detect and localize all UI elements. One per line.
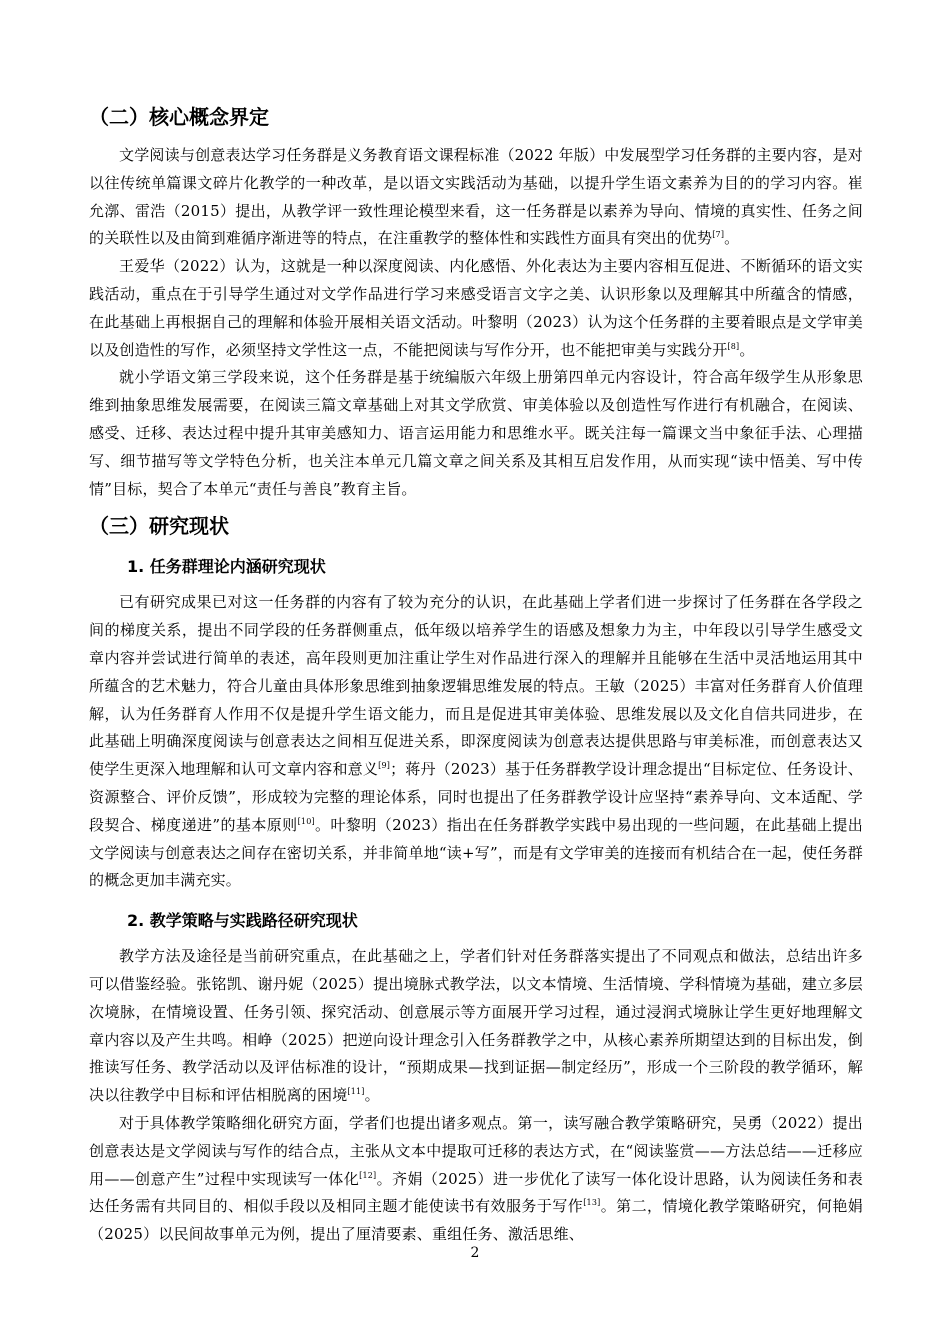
citation-ref: [13] (583, 1198, 601, 1208)
citation-ref: [9] (378, 761, 391, 771)
paragraph-text: ；蒋丹（2023）基于任务群教学设计理念提出“目标定位、任务设计、资源整合、评价反馈”，形成较为完整的理论体系，同时也提出了任务群教学设计应坚持“素养导向、文本适配、学段契合、梯度递进”的基本原则 (89, 760, 863, 834)
paragraph: 就小学语文第三学段来说，这个任务群是基于统编版六年级上册第四单元内容设计，符合高年级学生从形象思维到抽象思维发展需要，在阅读三篇文章基础上对其文学欣赏、审美体验以及创造性写作进行有机融合，在阅读、感受、迁移、表达过程中提升其审美感知力、语言运用能力和思维水平。既关注每一篇课文当中象征手法、心理描写、细节描写等文学特色分析，也关注本单元几篇文章之间关系及其相互启发作用，从而实现“读中悟美、写中传情”目标，契合了本单元“责任与善良”教育主旨。 (89, 368, 863, 498)
paragraph-text: 教学方法及途径是当前研究重点，在此基础之上，学者们针对任务群落实提出了不同观点和做法，总结出许多可以借鉴经验。张铭凯、谢丹妮（2025）提出境脉式教学法，以文本情境、生活情境、学科情境为基础，建立多层次境脉，在情境设置、任务引领、探究活动、创意展示等方面展开学习过程，通过浸润式境脉让学生更好地理解文章内容以及产生共鸣。相峥（2025）把逆向设计理念引入任务群教学之中，从核心素养所期望达到的目标出发，倒推读写任务、教学活动以及评估标准的设计，“预期成果—找到证据—制定经历”，形成一个三阶段的教学循环，解决以往教学中目标和评估相脱离的困境 (89, 947, 863, 1105)
subsection-heading-theory: 1. 任务群理论内涵研究现状 (127, 557, 326, 577)
paragraph (89, 142, 863, 253)
section-heading-research-status: （三）研究现状 (89, 514, 229, 539)
citation-ref: [11] (347, 1087, 365, 1097)
paragraph-text: 对于具体教学策略细化研究方面，学者们也提出诸多观点。第一，读写融合教学策略研究，吴勇（2022）提出创意表达是文学阅读与写作的结合点，主张从文本中提取可迁移的表达方式，在“阅读鉴赏——方法总结——迁移应用——创意产生”过程中实现读写一体化 (89, 1113, 863, 1188)
paragraph-text: 。 (364, 1086, 380, 1105)
citation-ref: [12] (359, 1170, 377, 1180)
page-number: 2 (470, 1245, 480, 1261)
paragraph (89, 943, 863, 1110)
paragraph-text: 王爱华（2022）认为，这就是一种以深度阅读、内化感悟、外化表达为主要内容相互促进、不断循环的语文实践活动，重点在于引导学生通过对文学作品进行学习来感受语言文字之美、认识形象以及理解其中所蕴含的情感，在此基础上再根据自己的理解和体验开展相关语文活动。叶黎明（2023）认为这个任务群的主要着眼点是文学审美以及创造性的写作，必须坚持文学性这一点，不能把阅读与写作分开，也不能把审美与实践分开 (89, 257, 863, 359)
paragraph-text: 。 (724, 229, 740, 248)
paragraph (89, 1110, 863, 1249)
paragraph-text: 文学阅读与创意表达学习任务群是义务教育语文课程标准（2022 年版）中发展型学习任务群的主要内容，是对以往传统单篇课文碎片化教学的一种改革，是以语文实践活动为基础，以提升学生语文素养为目的的学习内容。崔允漷、雷浩（2015）提出，从教学评一致性理论模型来看，这一任务群是以素养为导向、情境的真实性、任务之间的关联性以及由简到难循序渐进等的特点，在注重教学的整体性和实践性方面具有突出的优势 (89, 146, 863, 248)
paragraph (89, 589, 863, 895)
paragraph-text: 已有研究成果已对这一任务群的内容有了较为充分的认识，在此基础上学者们进一步探讨了任务群在各学段之间的梯度关系，提出不同学段的任务群侧重点，低年级以培养学生的语感及想象力为主，中年段以引导学生感受文章内容并尝试进行简单的表述，高年段则更加注重让学生对作品进行深入的理解并且能够在生活中灵活地运用其中所蕴含的艺术魅力，符合儿童由具体形象思维到抽象逻辑思维发展的特点。王敏（2025）丰富对任务群育人价值理解，认为任务群育人作用不仅是提升学生语文能力，而且是促进其审美体验、思维发展以及文化自信共同进步，在此基础上明确深度阅读与创意表达之间相互促进关系，即深度阅读为创意表达提供思路与审美标准，而创意表达又使学生更深入地理解和认可文章内容和意义 (89, 593, 863, 779)
paragraph (89, 253, 863, 364)
citation-ref: [8] (727, 341, 740, 351)
paragraph-text: 。 (739, 340, 755, 359)
paragraph-text: 。叶黎明（2023）指出在任务群教学实践中易出现的一些问题，在此基础上提出文学阅读与创意表达之间存在密切关系，并非简单地“读+写”，而是有文学审美的连接而有机结合在一起，使任务群的概念更加丰满充实。 (89, 815, 863, 890)
paragraph-text: 。齐娟（2025）进一步优化了读写一体化设计思路，认为阅读任务和表达任务需有共同目的、相似手段以及相同主题才能使读书有效服务于写作 (89, 1169, 863, 1216)
section-heading-core-concepts: （二）核心概念界定 (89, 105, 269, 129)
paragraph-text: 。第二，情境化教学策略研究，何艳娟（2025）以民间故事单元为例，提出了厘清要素、重组任务、激活思维、 (89, 1197, 864, 1244)
subsection-heading-strategy: 2. 教学策略与实践路径研究现状 (127, 911, 358, 931)
citation-ref: [7] (712, 230, 725, 240)
citation-ref: [10] (297, 816, 315, 826)
